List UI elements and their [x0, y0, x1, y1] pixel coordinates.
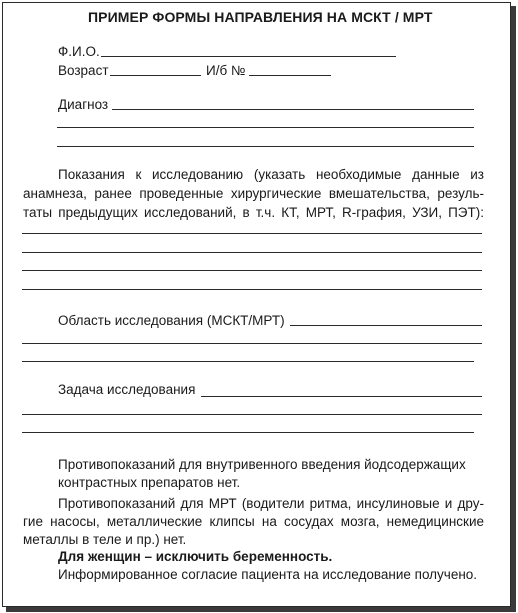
indications-field-line-3[interactable]: [22, 270, 482, 271]
contra-mri-line-2: гие насосы, металлические клипсы на сосудах мозга, немедицинские: [23, 514, 484, 529]
diagnosis-label: Диагноз: [58, 97, 109, 112]
task-field-line-2[interactable]: [22, 414, 482, 415]
history-number-label: И/б №: [206, 63, 246, 78]
area-field-line-2[interactable]: [22, 343, 482, 344]
indications-text-line-1: Показания к исследованию (указать необходимые данные из: [58, 167, 484, 182]
diagnosis-field-line-2[interactable]: [57, 127, 474, 128]
indications-field-line-2[interactable]: [22, 252, 482, 253]
border-shadow-right: [511, 6, 516, 610]
area-field-line-1[interactable]: [290, 325, 482, 326]
border-shadow-bottom: [6, 607, 516, 612]
age-field[interactable]: [110, 75, 201, 76]
fio-label: Ф.И.О.: [58, 44, 100, 59]
women-pregnancy-note: Для женщин – исключить беременность.: [58, 549, 333, 564]
task-label: Задача исследования: [58, 382, 196, 397]
contra-mri-line-1: Противопоказаний для МРТ (водители ритма, инсулиновые и дру-: [58, 496, 484, 511]
indications-field-line-4[interactable]: [22, 289, 482, 290]
indications-text-line-3: таты предыдущих исследований, в т.ч. КТ, МРТ, R-графия, УЗИ, ПЭТ):: [23, 205, 484, 220]
task-field-line-3[interactable]: [22, 432, 474, 433]
indications-field-line-1[interactable]: [22, 233, 482, 234]
diagnosis-field-line-1[interactable]: [112, 109, 474, 110]
diagnosis-field-line-3[interactable]: [57, 146, 474, 147]
form-title: ПРИМЕР ФОРМЫ НАПРАВЛЕНИЯ НА МСКТ / МРТ: [88, 9, 433, 25]
area-label: Область исследования (МСКТ/МРТ): [58, 313, 285, 328]
consent-statement: Информированное согласие пациента на исследование получено.: [58, 567, 478, 582]
task-field-line-1[interactable]: [201, 396, 482, 397]
history-number-field[interactable]: [249, 75, 331, 76]
contra-ct-line-1: Противопоказаний для внутривенного введения йодсодержащих: [58, 457, 466, 472]
area-field-line-3[interactable]: [22, 361, 474, 362]
contra-ct-line-2: контрастных препаратов нет.: [58, 475, 241, 490]
contra-mri-line-3: металлы в теле и пр.) нет.: [23, 532, 187, 547]
indications-text-line-2: анамнеза, ранее проведенные хирургические вмешательства, резуль-: [23, 186, 484, 201]
fio-field[interactable]: [101, 56, 396, 57]
age-label: Возраст: [58, 63, 109, 78]
